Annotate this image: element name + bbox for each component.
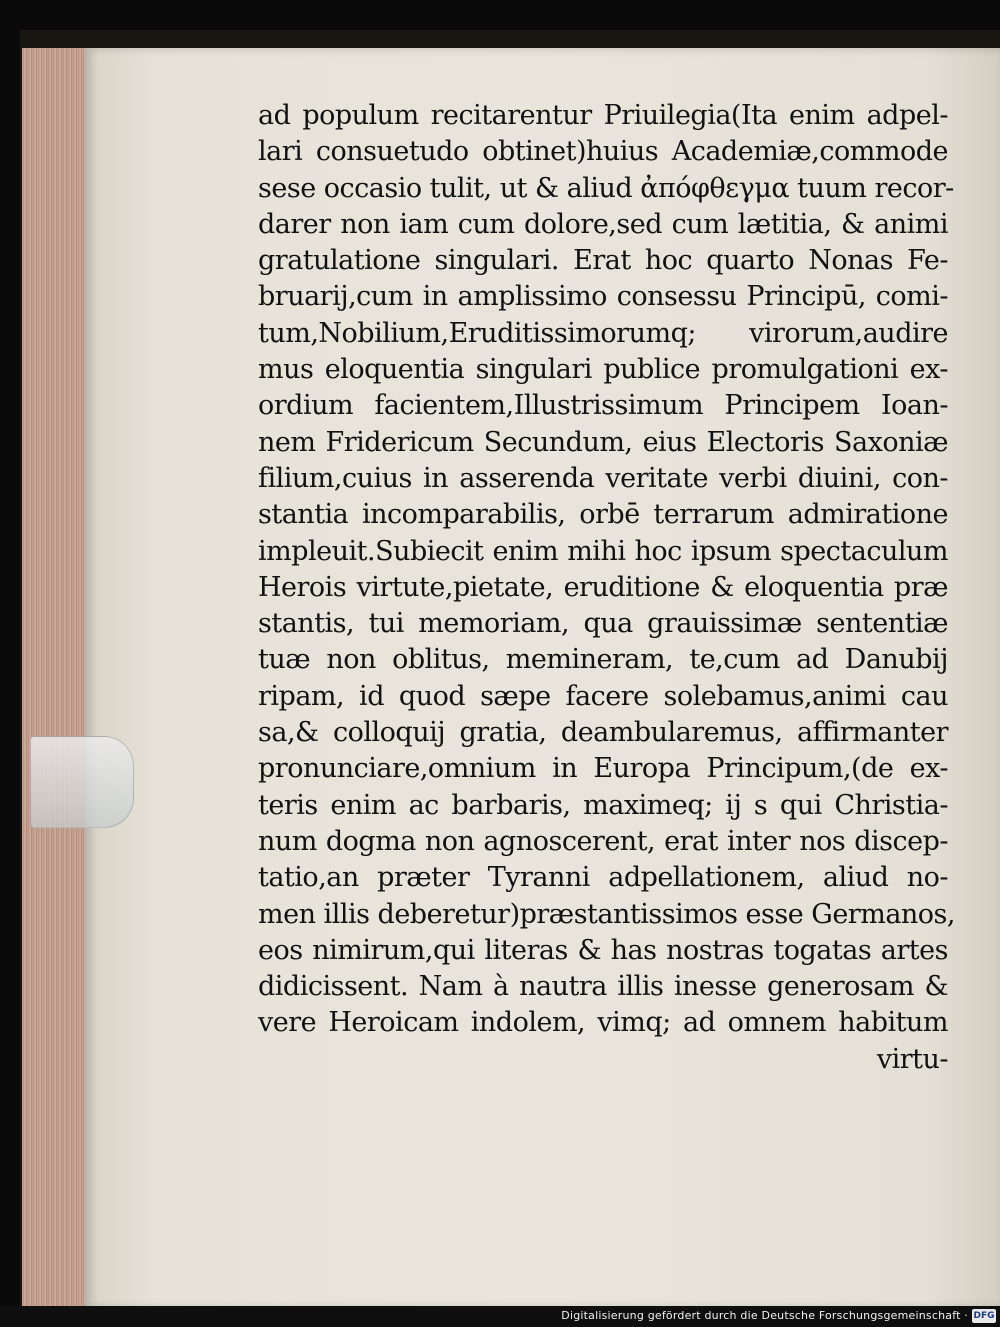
text-line: tum,Nobilium,Eruditissimorumq; virorum,audire — [258, 317, 948, 349]
text-line: darer non iam cum dolore,sed cum lætitia, & animi — [258, 208, 948, 240]
catchword: virtu- — [876, 1043, 948, 1075]
text-line: gratulatione singulari. Erat hoc quarto Nonas Fe- — [258, 245, 948, 277]
text-line: Herois virtute,pietate, eruditione & eloquentia præ — [258, 571, 948, 603]
text-line: ordium facientem,Illustrissimum Principem Ioan- — [258, 390, 948, 422]
text-line: sese occasio tulit, ut & aliud ἀπόφθεγμα tuum recor- — [258, 172, 954, 204]
text-line: ripam, id quod sæpe facere solebamus,animi cau — [258, 680, 948, 712]
text-line: stantia incomparabilis, orbē terrarum admiratione — [258, 499, 948, 531]
text-line: mus eloquentia singulari publice promulgationi ex- — [258, 354, 948, 386]
page-edges — [22, 48, 88, 1306]
text-line: teris enim ac barbaris, maximeq; ij s qui Christia- — [258, 789, 948, 821]
text-line: ad populum recitarentur Priuilegia(Ita enim adpel- — [258, 100, 948, 131]
text-line: nem Fridericum Secundum, eius Electoris Saxoniæ — [258, 426, 948, 458]
page-clip — [30, 736, 134, 828]
text-line: num dogma non agnoscerent, erat inter nos discep- — [258, 825, 948, 857]
text-line: men illis deberetur)præstantissimos esse Germanos, — [258, 898, 955, 930]
text-line: tatio,an præter Tyranni adpellationem, aliud no- — [258, 862, 948, 894]
text-line: didicissent. Nam à nautra illis inesse generosam & — [258, 971, 948, 1003]
text-line: vere Heroicam indolem, vimq; ad omnem habitum — [258, 1007, 948, 1039]
text-line: tuæ non oblitus, memineram, te,cum ad Danubij — [258, 644, 948, 676]
page-text — [258, 98, 955, 1078]
dfg-logo-icon: DFG — [973, 1311, 995, 1321]
text-line: filium,cuius in asserenda veritate verbi diuini, con- — [258, 462, 948, 494]
text-line: eos nimirum,qui literas & has nostras togatas artes — [258, 934, 948, 966]
footer-bar — [0, 1306, 1000, 1327]
text-line: pronunciare,omnium in Europa Principum,(de ex- — [258, 753, 948, 785]
text-line: bruarij,cum in amplissimo consessu Principū, comi- — [258, 281, 948, 313]
text-line: sa,& colloquij gratia, deambularemus, affirmanter — [258, 717, 948, 749]
text-line: impleuit.Subiecit enim mihi hoc ipsum spectaculum — [258, 535, 948, 567]
text-line: stantis, tui memoriam, qua grauissimæ sententiæ — [258, 608, 948, 640]
text-line: lari consuetudo obtinet)huius Academiæ,commode — [258, 136, 948, 168]
funding-credit: Digitalisierung gefördert durch die Deutsche Forschungsgemeinschaft · — [561, 1309, 968, 1322]
